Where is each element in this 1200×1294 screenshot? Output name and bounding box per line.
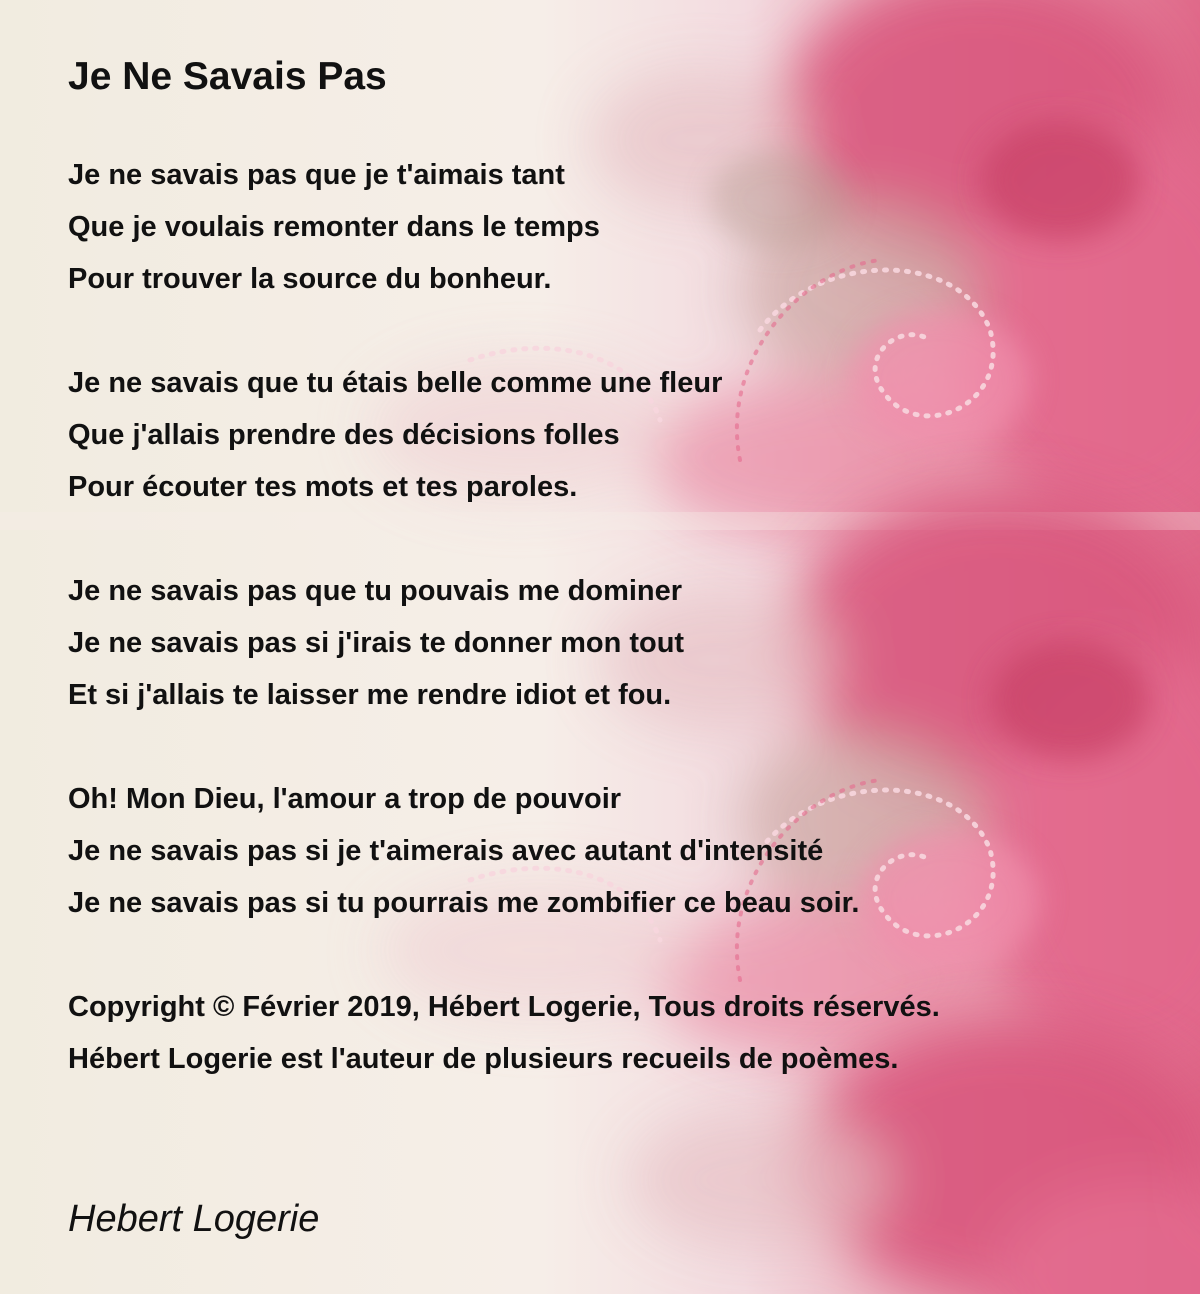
- stanza-2: [68, 357, 722, 513]
- poem-line: Oh! Mon Dieu, l'amour a trop de pouvoir: [68, 783, 622, 815]
- poem-line: Je ne savais pas si je t'aimerais avec autant d'intensité: [68, 835, 824, 867]
- poem-line: Je ne savais que tu étais belle comme une fleur: [68, 367, 723, 399]
- stanza-1: [68, 149, 600, 305]
- copyright-line: Hébert Logerie est l'auteur de plusieurs recueils de poèmes.: [68, 1043, 899, 1075]
- stanza-3: [68, 565, 684, 721]
- stanza-4: [68, 773, 859, 929]
- poem-line: Je ne savais pas que tu pouvais me dominer: [68, 575, 683, 607]
- poem-line: Pour écouter tes mots et tes paroles.: [68, 471, 578, 503]
- poem-line: Que je voulais remonter dans le temps: [68, 211, 600, 243]
- poem-title: Je Ne Savais Pas: [68, 55, 387, 98]
- poem-line: Je ne savais pas si tu pourrais me zombifier ce beau soir.: [68, 887, 860, 919]
- poem-line: Que j'allais prendre des décisions folles: [68, 419, 620, 451]
- author-signature: Hebert Logerie: [68, 1198, 320, 1240]
- poem-line: Pour trouver la source du bonheur.: [68, 263, 552, 295]
- copyright-line: Copyright © Février 2019, Hébert Logerie, Tous droits réservés.: [68, 991, 940, 1023]
- poem-line: Je ne savais pas que je t'aimais tant: [68, 159, 565, 191]
- copyright-notice: [68, 981, 940, 1085]
- poem-line: Et si j'allais te laisser me rendre idiot et fou.: [68, 679, 672, 711]
- poem-line: Je ne savais pas si j'irais te donner mon tout: [68, 627, 685, 659]
